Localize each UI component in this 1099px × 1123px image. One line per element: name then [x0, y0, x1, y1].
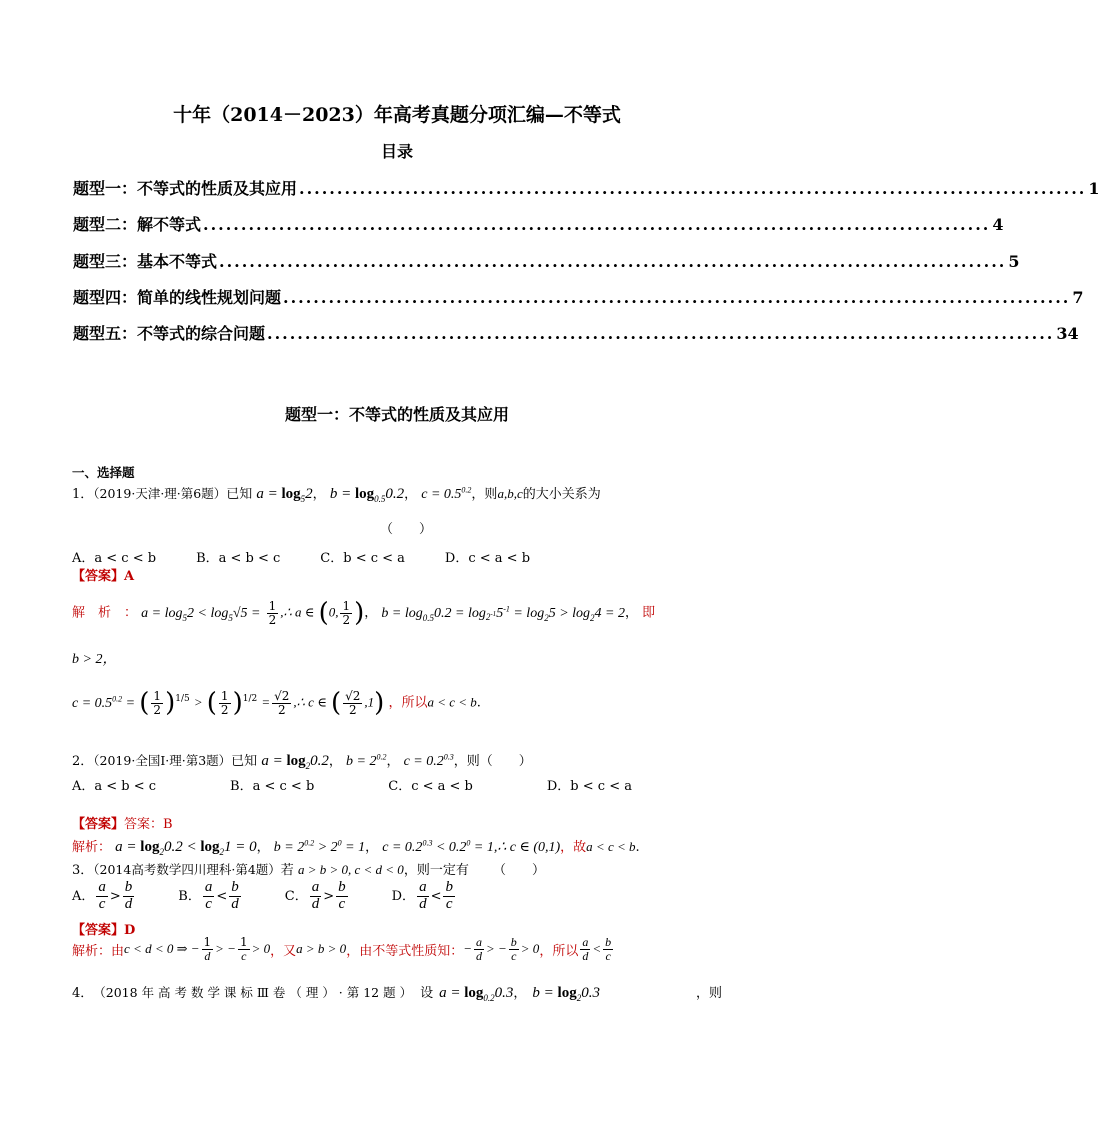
- answer-blank: （ ）: [380, 522, 433, 537]
- question-1: 1．（2019·天津·理·第6题）已知 $a = \log_52$， $b = \log_{0.5}0.2$， $c = 0.5^{0.2}$，则a,b,c的大小关系为: [72, 485, 601, 504]
- toc-entry-label: 题型四：简单的线性规划问题: [73, 288, 282, 307]
- toc-entry[interactable]: [73, 285, 1084, 308]
- toc-entry[interactable]: [73, 249, 1020, 272]
- option-a[interactable]: A． $\frac{a}{c}$ > $\frac{b}{d}$: [72, 879, 133, 912]
- toc-heading: 目录: [380, 142, 413, 161]
- answer-label: 【答案】A: [72, 569, 135, 584]
- option-b[interactable]: B． $\frac{a}{c}$ < $\frac{b}{d}$: [178, 879, 239, 912]
- option-d[interactable]: D．c < a < b: [444, 551, 531, 566]
- toc-entry-label: 题型三：基本不等式: [73, 252, 218, 271]
- section-title: 题型一：不等式的性质及其应用: [284, 405, 509, 424]
- toc-entry-label: 题型五：不等式的综合问题: [73, 324, 266, 343]
- options-row: [72, 547, 712, 566]
- analysis-1-line3: $c = 0.5^{0.2}$ = ( $\frac{1}{2}$ )$^{1/5}$ > ( $\frac{1}{2}$ )$^{1/2}$ = $\frac{√2}{2}$ ,∴ c ∈ ( $\frac{√2}{2}$ ,1) ，所以a < c < b.: [72, 688, 481, 718]
- toc-entry[interactable]: [73, 321, 1079, 344]
- toc-page: 1: [1088, 179, 1099, 198]
- toc-entry-label: 题型一：不等式的性质及其应用: [73, 179, 298, 198]
- analysis-1: 解 析 ： $a = \log_52 < \log_5√5$ = $\frac{1}{2}$ ,∴ a ∈ (0, $\frac{1}{2}$ )， $b = \log_{0.5}0.2 = \log_{2^{-1}}5^{-1} = \log_25 > \log_24 = 2$， 即: [72, 598, 656, 628]
- question-4: 4． （2018 年 高 考 数 学 课 标 Ⅲ 卷 （ 理 ） · 第 12 题 ） 设 $a = \log_{0.2}0.3$ ， $b = \log_20.3$ ，则: [72, 985, 722, 1003]
- toc-page: 5: [1008, 252, 1020, 271]
- analysis-1-line2: b > 2，: [72, 652, 117, 667]
- question-2: 2．（2019·全国Ⅰ·理·第3题）已知 $a = \log_20.2$， $b = 2^{0.2}$， $c = 0.2^{0.3}$，则（ ）: [72, 752, 532, 771]
- toc-entry[interactable]: [73, 176, 1099, 199]
- toc-leader: ........................................................................................................: [203, 215, 991, 234]
- subsection-heading: 一、选择题: [72, 465, 135, 480]
- option-b[interactable]: B．a < b < c: [196, 551, 281, 566]
- toc-leader: ........................................................................................................: [299, 179, 1087, 198]
- toc-leader: ........................................................................................................: [219, 252, 1007, 271]
- question-3: 3．（2014高考数学四川理科·第4题）若 a > b > 0, c < d < 0，则一定有 （ ）: [72, 862, 545, 878]
- document-title: 十年（2014－2023）年高考真题分项汇编—不等式: [173, 104, 621, 126]
- toc-entry[interactable]: [73, 212, 1004, 235]
- analysis-2: 解析： $a = \log_20.2 < \log_21 = 0$， $b = 2^{0.2} > 2^0 = 1$， $c = 0.2^{0.3} < 0.2^0$ = 1,∴ c ∈ (0,1)，故a < c < b.: [72, 838, 640, 857]
- options-row: [72, 880, 457, 913]
- answer-label: 【答案】D: [72, 923, 136, 938]
- answer-row: 【答案】答案：B: [72, 817, 173, 832]
- option-c[interactable]: C．c < a < b: [388, 779, 473, 794]
- toc-page: 34: [1056, 324, 1079, 343]
- option-d[interactable]: D．b < c < a: [546, 779, 632, 794]
- analysis-3: 解析： 由 c < d < 0 ⇒ − $\frac{1}{d}$ > − $\frac{1}{c}$ > 0 ，又 a > b > 0 ，由不等式性质知： − $\frac{a}{d}$ > − $\frac{b}{c}$ > 0 ，所以 $\frac{a}{d}$ < $\frac{b}{c}$: [72, 935, 612, 963]
- option-c[interactable]: C． $\frac{a}{d}$ > $\frac{b}{c}$: [284, 879, 346, 912]
- options-row: [72, 775, 632, 794]
- option-b[interactable]: B．a < c < b: [230, 779, 315, 794]
- toc-page: 7: [1072, 288, 1084, 307]
- option-d[interactable]: D． $\frac{a}{d}$ < $\frac{b}{c}$: [391, 879, 453, 912]
- toc-leader: ........................................................................................................: [283, 288, 1071, 307]
- option-a[interactable]: A．a < c < b: [72, 551, 157, 566]
- toc-leader: ........................................................................................................: [267, 324, 1055, 343]
- toc-entry-label: 题型二：解不等式: [73, 215, 202, 234]
- option-a[interactable]: A．a < b < c: [72, 779, 157, 794]
- option-c[interactable]: C．b < c < a: [320, 551, 405, 566]
- toc-page: 4: [992, 215, 1004, 234]
